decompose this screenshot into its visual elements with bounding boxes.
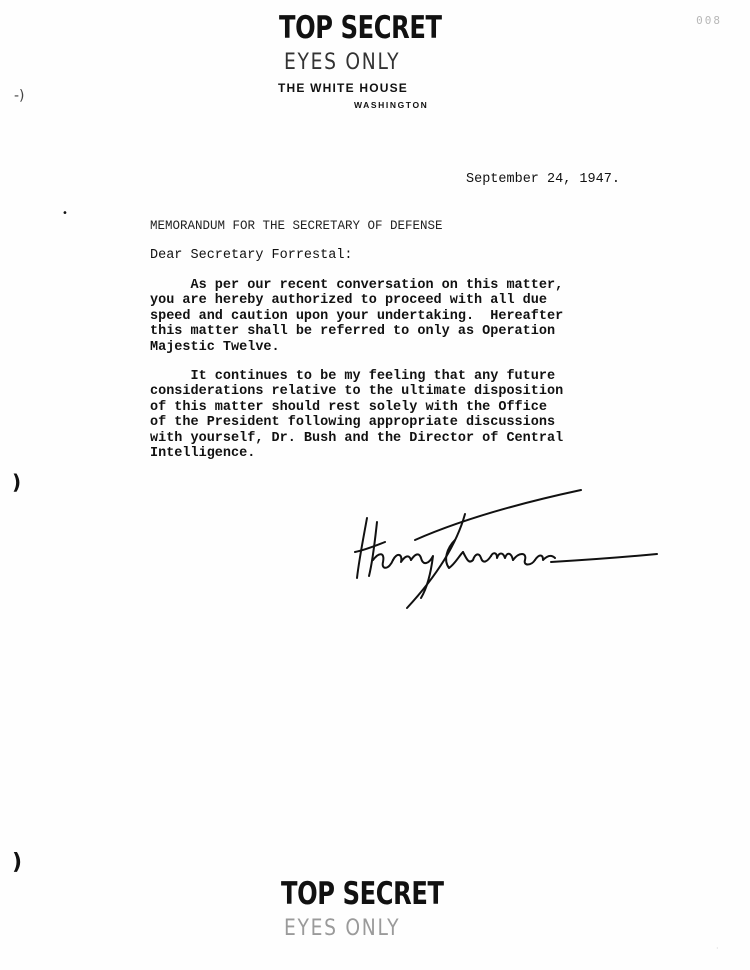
top-classification-stamp: TOP SECRET [279, 10, 442, 46]
bottom-classification-stamp: TOP SECRET [281, 876, 444, 912]
paragraph-1: As per our recent conversation on this matter, you are hereby authorized to proceed with all due speed and caution upon your undertaking. Hereafter this matter shall be referred to only as Operation Majestic Twelve. [150, 278, 564, 355]
punch-mark-middle: ) [12, 470, 22, 494]
letterhead-office: THE WHITE HOUSE [278, 81, 409, 95]
letterhead-city: WASHINGTON [354, 100, 429, 110]
corner-speck: · [716, 944, 719, 953]
salutation: Dear Secretary Forrestal: [150, 248, 353, 263]
signature-image [345, 480, 665, 620]
punch-mark-top: -) [14, 88, 25, 104]
memo-addressee: MEMORANDUM FOR THE SECRETARY OF DEFENSE [150, 219, 443, 233]
bottom-handling-stamp: EYES ONLY [284, 916, 401, 941]
punch-mark-bottom: ) [12, 850, 23, 875]
stray-dot: • [62, 208, 68, 219]
page-marker: 008 [696, 14, 722, 27]
paragraph-2: It continues to be my feeling that any future considerations relative to the ultimate disposition of this matter should rest solely with the Office of the President following appropriate discussions with yourself, Dr. Bush and the Director of Central Intelligence. [150, 369, 564, 462]
letter-date: September 24, 1947. [466, 172, 620, 187]
top-handling-stamp: EYES ONLY [284, 50, 401, 75]
